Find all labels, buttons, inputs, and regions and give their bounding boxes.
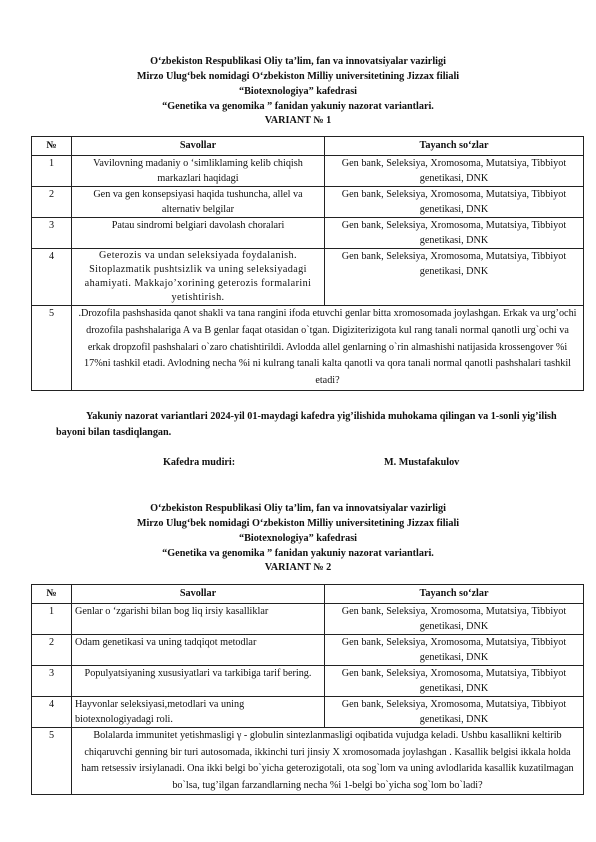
row-keywords: Gen bank, Seleksiya, Xromosoma, Mutatsiya, Tibbiyot genetikasi, DNK (325, 218, 584, 249)
table-row (32, 635, 584, 666)
row-num: 4 (32, 697, 72, 728)
col-header-num: № (32, 585, 72, 604)
col-header-num: № (32, 137, 72, 156)
university-title: Mirzo Ulug‘bek nomidagi O‘zbekiston Milliy universitetining Jizzax filiali (136, 71, 460, 82)
row-question: Hayvonlar seleksiyasi,metodlari va uning biotexnologiyadagi roli. (72, 697, 325, 728)
table-row (32, 306, 584, 391)
row-num: 3 (32, 666, 72, 697)
row-num: 1 (32, 604, 72, 635)
approval-note (56, 409, 586, 441)
table-row (32, 604, 584, 635)
table-row (32, 666, 584, 697)
row-question: Gen va gen konsepsiyasi haqida tushuncha, allel va alternativ belgilar (72, 187, 325, 218)
row-question: Genlar o ‘zgarishi bilan bog liq irsiy kasalliklar (72, 604, 325, 635)
row-question: Geterozis va undan seleksiyada foydalanish. Sitoplazmatik pushtsizlik va uning seleksiyadagi ahamiyati. Makkajo’xorining geterozis formalarini yetishtirish. (72, 249, 325, 306)
subject-title: “Genetika va genomika ” fanidan yakuniy nazorat variantlari. (162, 548, 434, 559)
variant-1-table (31, 136, 584, 391)
row-keywords: Gen bank, Seleksiya, Xromosoma, Mutatsiya, Tibbiyot genetikasi, DNK (325, 666, 584, 697)
row-question: Odam genetikasi va uning tadqiqot metodlar (72, 635, 325, 666)
table-row (32, 218, 584, 249)
table-row (32, 697, 584, 728)
row-question: Populyatsiyaning xususiyatlari va tarkibiga tarif bering. (72, 666, 325, 697)
col-header-questions: Savollar (72, 137, 325, 156)
department-title: “Biotexnologiya” kafedrasi (238, 533, 357, 544)
row-keywords: Gen bank, Seleksiya, Xromosoma, Mutatsiya, Tibbiyot genetikasi, DNK (325, 697, 584, 728)
row-question: Patau sindromi belgiari davolash choralari (72, 218, 325, 249)
row-keywords: Gen bank, Seleksiya, Xromosoma, Mutatsiya, Tibbiyot genetikasi, DNK (325, 249, 584, 306)
row-num: 2 (32, 187, 72, 218)
approval-text: Yakuniy nazorat variantlari 2024-yil 01-maydagi kafedra yig’ilishida muhokama qilingan va 1-sonli yig’ilish bayoni bilan tasdiqlangan. (56, 411, 557, 438)
row-num: 4 (32, 249, 72, 306)
variant-2-section (0, 501, 596, 574)
university-title: Mirzo Ulug‘bek nomidagi O‘zbekiston Milliy universitetining Jizzax filiali (136, 518, 460, 529)
row-num: 2 (32, 635, 72, 666)
ministry-title: O‘zbekiston Respublikasi Oliy ta’lim, fan va innovatsiyalar vazirligi (150, 56, 446, 67)
col-header-questions: Savollar (72, 585, 325, 604)
row-question-long: Bolalarda immunitet yetishmasligi γ - globulin sintezlanmasligi oqibatida vujudga keladi. Ushbu kasallikni keltirib chiqaruvchi genning bir turi autosomada, ikkinchi turi jinsiy X xromosomada joylashgan . Kasallik belgisi ikkala holda ham retsessiv irsiylanadi. Ona ikki belgi bo`yicha geterozigotali, ota sog`lom va uning avlodlarida kasallik kuzatilmagan bo`lsa, tug’ilgan farzandlarning necha %i 1-belgi bo`yicha sog`lom bo`ladi? (72, 728, 584, 795)
row-keywords: Gen bank, Seleksiya, Xromosoma, Mutatsiya, Tibbiyot genetikasi, DNK (325, 604, 584, 635)
row-num: 1 (32, 156, 72, 187)
table-header-row (32, 137, 584, 156)
ministry-title: O‘zbekiston Respublikasi Oliy ta’lim, fan va innovatsiyalar vazirligi (150, 503, 446, 514)
table-row (32, 187, 584, 218)
row-question-long: .Drozofila pashshasida qanot shakli va tana rangini ifoda etuvchi genlar bitta xromosomada joylashgan. Erkak va urg’ochi drozofila pashshalariga A va B genlar faqat otasidan o`tgan. Digiziterizigota kul rang tanali normal qanotli urg`ochi va erkak dropzofil pashshalari o`zaro chatishtirildi. Avlodda allel genlarning o`rin almashishi natijasida krossengover %i 17%ni tashkil etadi. Avlodning necha %i ni kulrang tanali kalta qanotli va qora tanali normal qanotli pashshalari tashkil etadi? (72, 306, 584, 391)
table-header-row (32, 585, 584, 604)
row-question: Vavilovning madaniy o ‘simliklaming kelib chiqish markazlari haqidagi (72, 156, 325, 187)
variant-title: VARIANT № 2 (264, 562, 332, 573)
head-name: M. Mustafakulov (384, 457, 460, 468)
row-keywords: Gen bank, Seleksiya, Xromosoma, Mutatsiya, Tibbiyot genetikasi, DNK (325, 187, 584, 218)
table-row (32, 728, 584, 795)
variant-title: VARIANT № 1 (264, 115, 332, 126)
table-row (32, 249, 584, 306)
row-keywords: Gen bank, Seleksiya, Xromosoma, Mutatsiya, Tibbiyot genetikasi, DNK (325, 635, 584, 666)
col-header-keywords: Tayanch so‘zlar (325, 585, 584, 604)
col-header-keywords: Tayanch so‘zlar (325, 137, 584, 156)
row-num: 5 (32, 728, 72, 795)
variant-2-table (31, 584, 584, 795)
row-keywords: Gen bank, Seleksiya, Xromosoma, Mutatsiya, Tibbiyot genetikasi, DNK (325, 156, 584, 187)
subject-title: “Genetika va genomika ” fanidan yakuniy nazorat variantlari. (162, 101, 434, 112)
table-row (32, 156, 584, 187)
row-num: 5 (32, 306, 72, 391)
row-num: 3 (32, 218, 72, 249)
variant-1-section (0, 54, 596, 127)
head-label: Kafedra mudiri: (163, 457, 236, 468)
department-title: “Biotexnologiya” kafedrasi (238, 86, 357, 97)
